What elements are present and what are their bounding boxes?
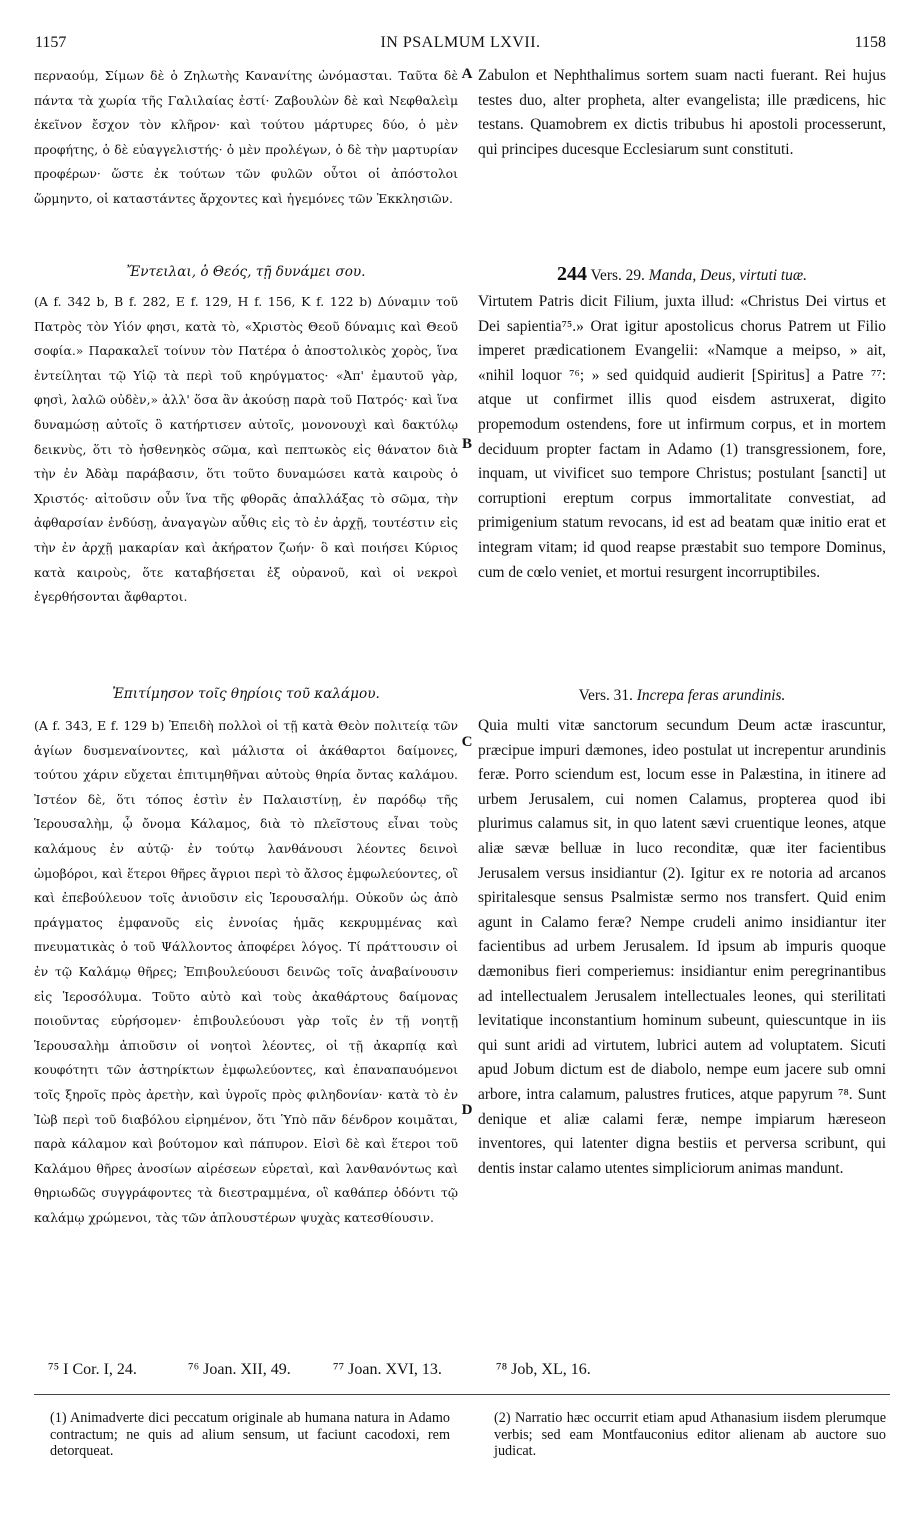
footnote-divider: [34, 1394, 890, 1395]
latin-column-block-2: [478, 290, 886, 585]
footnote-1: (1) Animadverte dici peccatum originale ab humana natura in Adamo contractum; ne quis ad alium sensum, ut faciunt cacodoxi, rem detorqueat.: [50, 1410, 450, 1459]
page-number-right: 1158: [854, 34, 886, 51]
note-76: ⁷⁶ Joan. XII, 49.: [188, 1361, 291, 1378]
latin-paragraph-1: Zabulon et Nephthalimus sortem suam nacti fuerant. Rei hujus testes duo, alter propheta, alter evangelista; ille prædicens, hic testans. Quamobrem ex dictis tribubus hi apostoli processerunt, qui principes ducesque Ecclesiarum sunt constituti.: [478, 67, 886, 158]
running-head: [35, 34, 886, 58]
note-78: ⁷⁸ Job, XL, 16.: [496, 1361, 591, 1378]
scripture-notes: [48, 1361, 894, 1387]
note-75: ⁷⁵ I Cor. I, 24.: [48, 1361, 137, 1378]
footnote-2: (2) Narratio hæc occurrit etiam apud Athanasium iisdem plerumque verbis; sed eam Montfauconius editor alienam ab auctore suo judicat.: [494, 1410, 886, 1459]
greek-column-block-2: [34, 290, 458, 610]
latin-column-block-1: [478, 64, 886, 162]
page-number-left: 1157: [35, 34, 67, 51]
greek-paragraph-1: περναούμ, Σίμων δὲ ὁ Ζηλωτὴς Κανανίτης ὠνόμασται. Ταῦτα δὲ πάντα τὰ χωρία τῆς Γαλιλαίας ἐστί· Ζαβουλὼν δὲ καὶ Νεφθαλεὶμ ἐκεῖνον ἔσχον τὸν κλῆρον· καὶ τούτου μάρτυρες δύο, ὁ μὲν προφήτης, ὁ δὲ εὐαγγελιστής· ὁ μὲν προλέγων, ὁ δὲ τὴν μαρτυρίαν προφέρων· ὥστε ἐκ τούτων τῶν φυλῶν οὗτοι οἱ ἀπόστολοι ὥρμηντο, οἱ καταστάντες ἄρχοντες καὶ ἡγεμόνες τῶν Ἐκκλησιῶν.: [34, 68, 458, 206]
greek-column-block-3: [34, 714, 458, 1230]
latin-heading-2-text: Increpa feras arundinis.: [636, 687, 786, 704]
latin-paragraph-3: Quia multi vitæ sanctorum secundum Deum actæ irascuntur, præcipue impuri dæmones, ideo postulat ut increpentur arundinis feræ. Porro sciendum est, locum esse in Palæstina, in itinere ad urbem Jerusalem, cui nomen Calamus, propterea quod ibi plurimus calamus sit, in quo latent sævi cruentique leones, atque aliæ sævæ belluæ in luco reconditæ, quæ iter facientibus Jerusalem versus insidiantur (2). Igitur ex re notoria ad arcanos spiritalesque sensus Psalmistæ sermo nos transfert. Quid enim agunt in Calamo feræ? Nempe crudeli animo insidiantur iter facientibus ad urbem Jerusalem. Id ipsum ab impuris quoque dæmonibus fieri comperiemus: insidiantur enim peregrinantibus ad intellectualem Jerusalem intellectuales leones, qui sterilitati levitatique inconstantium hominum subeunt, quiescuntque in iis qui sunt aridi ad virtutem, lubrici autem ad voluptatem. Sicuti apud Jobum dictum est de diabolo, nempe eum jacere sub omni arbore, intra calamum, palustres frutices, atque papyrum ⁷⁸. Sunt denique et aliæ calami feræ, nempe impiarum hæreseon inventores, qui latenter digna bestiis et perversa scribunt, qui dentis instar calamo utentes simpliciorum animas mandunt.: [478, 717, 886, 1177]
margin-letter-b: B: [461, 436, 472, 452]
page-title: IN PSALMUM LXVII.: [380, 34, 541, 51]
latin-paragraph-2: Virtutem Patris dicit Filium, juxta illud: «Christus Dei virtus et Dei sapientia⁷⁵.» Orat igitur apostolicus chorus Patrem ut Filio imperet prædicationem Evangelii: «Namque a meipso, » ait, «nihil loquor ⁷⁶; » sed quidquid audierit [Spiritus] a Patre ⁷⁷: atque ut confirmet illis quod eisdem astruxerat, digito propemodum ostendens, fore ut infirmum corpus, et in mortem deciduum propter factam in Adamo (1) transgressionem, fore, inquam, ut vivificet suo tempore Christus; postulant [sancti] ut corruptioni ereptum corpus immortalitate convestiat, ad primigenium statum revocans, id est ad beatam quæ initio erat et integram vitam; id quod reapse præstabit suo tempore Dominus, cum de cœlo veniet, et mortui resurgent incorruptibiles.: [478, 293, 886, 581]
greek-heading-2: Ἐπιτίμησον τοῖς θηρίοις τοῦ καλάμου.: [112, 686, 380, 702]
margin-letter-a: A: [461, 66, 473, 82]
margin-letter-d: D: [461, 1102, 473, 1118]
greek-heading-1: Ἔντειλαι, ὁ Θεός, τῇ δυνάμει σου.: [126, 264, 366, 280]
note-77: ⁷⁷ Joan. XVI, 13.: [333, 1361, 442, 1378]
greek-paragraph-2: (A f. 342 b, B f. 282, E f. 129, H f. 156, K f. 122 b) Δύναμιν τοῦ Πατρὸς τὸν Υἱόν φησι, κατὰ τὸ, «Χριστὸς Θεοῦ δύναμις καὶ Θεοῦ σοφία.» Παρακαλεῖ τοίνυν τὸν Πατέρα ὁ ἀποστολικὸς χορὸς, ἵνα ἐντείληται τῷ Υἱῷ τὰ περὶ τοῦ κηρύγματος· «Ἀπ' ἐμαυτοῦ γὰρ, φησὶ, λαλῶ οὐδὲν,» ἀλλ' ὅσα ἂν ἀκούσῃ παρὰ τοῦ Πατρός· καὶ ἵνα δυναμώσῃ αὐτοῖς ὃ κατήρτισεν αὐτοῖς, μονονουχὶ καὶ δακτύλῳ δεικνὺς, ὅτι τὸ ἠσθενηκὸς σῶμα, καὶ πεπτωκὸς εἰς θάνατον διὰ τὴν ἐν Ἀδὰμ παράβασιν, ὅτι τοῦτο δυναμώσει κατὰ καιροὺς ὁ Χριστός· αἰτοῦσιν οὖν ἵνα τῆς φθορᾶς ἀπαλλάξας τὸ σῶμα, τὴν ἀφθαρσίαν ἐνδύσῃ, ἀναγαγὼν αὖθις εἰς τὸ ἐν ἀρχῇ, τουτέστιν εἰς τὴν ἐν ἀρχῇ μακαρίαν καὶ ἀκήρατον ζωήν· ὃ καὶ ποιήσει Κύριος κατὰ καιροὺς, ὅτε καταβήσεται ἐξ οὐρανοῦ, καὶ οἱ νεκροὶ ἐγερθήσονται ἄφθαρτοι.: [34, 294, 458, 605]
section-number: 244: [557, 263, 588, 285]
latin-heading-1-verse: Vers. 29.: [590, 267, 645, 284]
latin-heading-1: [478, 262, 886, 289]
margin-letter-c: C: [461, 734, 473, 750]
greek-column-block-1: [34, 64, 458, 212]
latin-heading-1-text: Manda, Deus, virtuti tuæ.: [648, 267, 807, 284]
latin-heading-2: [478, 684, 886, 709]
greek-paragraph-3: (A f. 343, E f. 129 b) Ἐπειδὴ πολλοὶ οἱ τῇ κατὰ Θεὸν πολιτείᾳ τῶν ἁγίων δυσμεναίνοντες, καὶ μάλιστα οἱ ἀκάθαρτοι δαίμονες, τούτου χάριν εὔχεται ἐπιτιμηθῆναι αὐτοὺς θηρία ὄντας καλάμου. Ἰστέον δὲ, ὅτι τόπος ἐστὶν ἐν Παλαιστίνῃ, ἐν παρόδῳ τῆς Ἱερουσαλὴμ, ᾧ ὄνομα Κάλαμος, διὰ τὸ πλεῖστους εἶναι τοὺς καλάμους ἐν αὐτῷ· ἐν τούτῳ λανθάνουσι λέοντες δεινοὶ ὠμοβόροι, καὶ ἕτεροι θῆρες ἄγριοι περὶ τὸ ἄλσος ἐμφωλεύοντες, οἳ καὶ ἐπεβούλευον τοῖς ἀνιοῦσιν εἰς Ἱερουσαλήμ. Οὐκοῦν ὡς ἀπὸ πράγματος ἐμφανοῦς εἰς ἐννοίας ἡμᾶς κεκρυμμένας καὶ πνευματικὰς ὁ τοῦ Ψάλλοντος ἀποφέρει λόγος. Τί πράττουσιν οἱ ἐν τῷ Καλάμῳ θῆρες; Ἐπιβουλεύουσι δεινῶς τοῖς ἀναβαίνουσιν εἰς Ἱεροσόλυμα. Τοῦτο αὐτὸ καὶ τοὺς ἀκαθάρτους δαίμονας ποιοῦντας εὑρήσομεν· ἐπιβουλεύουσι γὰρ τοῖς ἐν τῇ νοητῇ Ἱερουσαλὴμ ἀπιοῦσιν οἱ νοητοὶ λέοντες, οἱ τῇ ἀκαρπίᾳ καὶ κουφότητι τῶν ἀστηρίκτων ἐμφωλεύοντες, καὶ ἐπαναπαυόμενοι τοῖς ξηροῖς πρὸς ἀρετὴν, καὶ ὑγροῖς πρὸς φιληδονίαν· κατὰ τὸ ἐν Ἰὼβ περὶ τοῦ διαβόλου εἰρημένον, ὅτι Ὑπὸ πᾶν δένδρον κοιμᾶται, παρὰ κάλαμον καὶ βούτομον καὶ πάπυρον. Εἰσὶ δὲ καὶ ἕτεροι τοῦ Καλάμου θῆρες ἀνοσίων αἱρέσεων εὑρεταὶ, καὶ λανθανόντως καὶ θηριωδῶς συγγράφοντες τὰ διεστραμμένα, οἳ καθάπερ ὀδόντι τῷ καλάμῳ χρώμενοι, τὰς τῶν ἁπλουστέρων ψυχὰς κατεσθίουσιν.: [34, 718, 458, 1225]
latin-column-block-3: [478, 714, 886, 1181]
latin-heading-2-verse: Vers. 31.: [578, 687, 633, 704]
